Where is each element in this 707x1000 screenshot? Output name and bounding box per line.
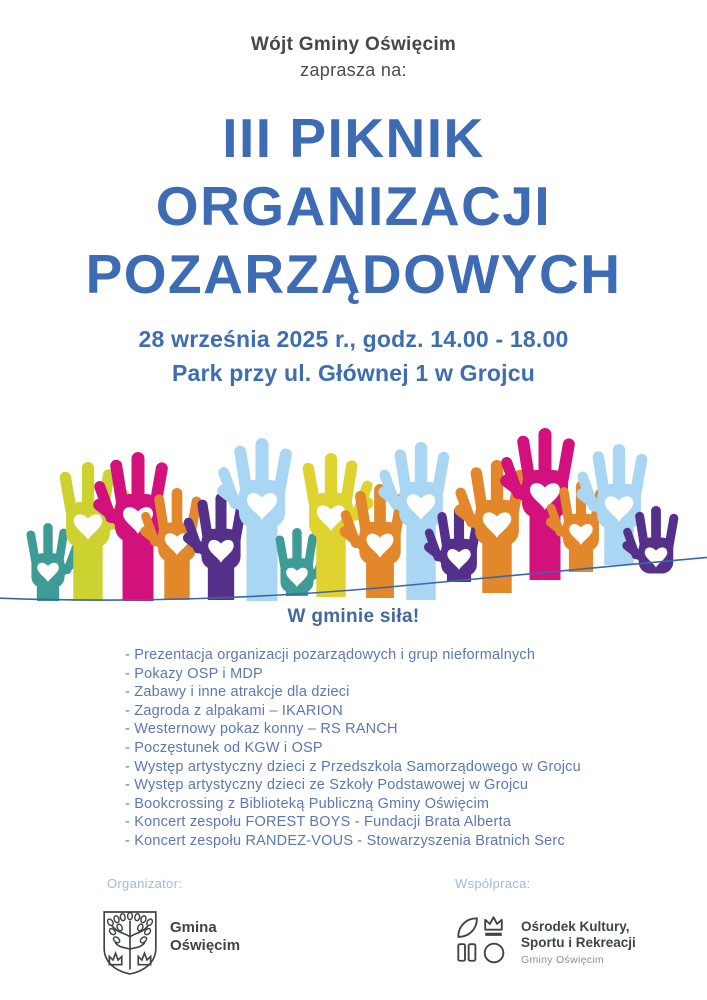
attraction-item: - Zagroda z alpakami – IKARION [125,702,343,719]
hands-group [26,428,679,601]
partner-name: Ośrodek Kultury, Sportu i Rekreacji Gminy Oświęcim [521,919,636,966]
title-line-1: III PIKNIK [222,107,485,169]
organizer-name: Gmina Oświęcim [170,919,241,954]
oksir-crown-shape [485,917,502,929]
event-location: Park przy ul. Głównej 1 w Grojcu [172,360,535,386]
inviter-line: Wójt Gminy Oświęcim [250,34,457,55]
oksir-bar-1 [458,944,465,961]
crest-crown-left [109,953,121,964]
attraction-item: - Poczęstunek od KGW i OSP [125,739,323,756]
organizer-label: Organizator: [107,876,183,891]
attraction-item: - Zabawy i inne atrakcje dla dzieci [125,684,350,701]
oksir-circle-shape [485,944,504,963]
attraction-item: - Występ artystyczny dzieci z Przedszkola Samorządowego w Grojcu [125,758,581,775]
poster-title [0,104,707,308]
attraction-item: - Pokazy OSP i MDP [125,665,263,682]
slogan-text: W gminie siła! [287,606,420,627]
attraction-item: - Występ artystyczny dzieci ze Szkoły Podstawowej w Grojcu [125,777,529,794]
partner-label: Współpraca: [455,876,531,891]
attraction-item: - Westernowy pokaz konny – RS RANCH [125,721,398,738]
attraction-item: - Bookcrossing z Biblioteką Publiczną Gminy Oświęcim [125,795,490,812]
raised-hands-illustration [0,408,707,608]
oksir-logo-icon [450,910,508,968]
attractions-list [125,646,581,851]
title-line-2: ORGANIZACJI [155,175,552,237]
oksir-bar-2 [469,944,476,961]
crest-crown-right [138,953,150,964]
oksir-leaf-shape [458,918,477,937]
ground-wave-line [0,557,707,600]
attraction-item: - Prezentacja organizacji pozarządowych i grup nieformalnych [125,647,536,663]
invites-line: zaprasza na: [300,60,407,80]
title-line-3: POZARZĄDOWYCH [85,243,622,305]
attraction-item: - Koncert zespołu RANDEZ-VOUS - Stowarzyszenia Bratnich Serc [125,832,565,849]
attraction-item: - Koncert zespołu FOREST BOYS - Fundacji Brata Alberta [125,814,512,831]
gmina-oswiecim-crest-icon [99,908,161,978]
event-datetime: 28 września 2025 r., godz. 14.00 - 18.00 [138,326,569,352]
